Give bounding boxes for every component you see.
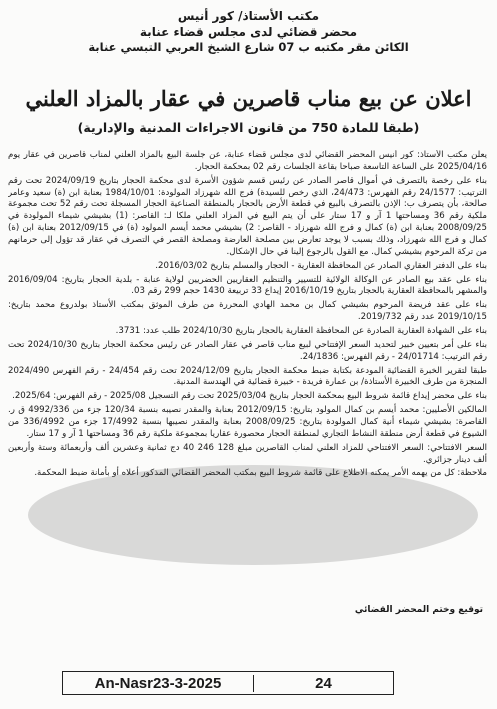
body-paragraph: بناء على رخصة بالتصرف في أموال قاصر الصادر عن رئيس قسم شؤون الأسرة لدى محكمة الحجار بتاريخ 2024/09/19 تحت رقم الترتيب: 24/1577 رقم الفهرس: 24/473، الذي رخص للسيدة) فرج الله شهرزاد المولودة: 1984/10/01 بعنابة ابن (ة) سعيد وعامر صالحة، بأن يتصرف ب: الإذن بالتصرف بالبيع في قطعة الأرض بالحجار بالمنطقة الصناعية الحجار المسجلة تحت رقم 52 تحت مجموعة ملكية رقم 36 ومساحتها 1 آر و 17 ستار على أن يتم البيع في المزاد العلني ملكا لـ: القاصر: (1) بشيشي شيماء المولودة في 2008/09/25 بعنابة ابن (ة) كمال و فرج الله شهرزاد - القاصر: 2) بشيشي محمد أيسم المولود (ة) في 2012/09/15 بعنابة ابن (ة) كمال و فرج الله شهرزاد، وذلك بسبب لا يوجد تعارض بين مصلحة العارضة ومصلحة القصر في التصرف في عقار قد تؤول إلى حرمانهم من تركة المرحوم بشيشي كمال. مع القول بالرجوع إلينا في حال الإشكال. (8, 175, 487, 257)
signature-line: توقيع وختم المحضر القضائي (354, 605, 483, 615)
bailiff-header (40, 8, 457, 56)
body-paragraph: السعر الافتتاحي: السعر الافتتاحي للمزاد العلني لمناب القاصرين مبلغ 128 246 40 دج ثمانية وعشرين ألف وأربعمائة وستة وأربعين ألف دينار جزائري. (8, 442, 487, 465)
notice-headline: اعلان عن بيع مناب قاصرين في عقار بالمزاد العلني (25, 86, 472, 111)
body-paragraph: بناء على أمر بتعيين خبير لتحديد السعر الإفتتاحي لبيع مناب قاصر في عقار الصادر عن رئيس محكمة الحجار بتاريخ 2024/10/30 تحت رقم الترتيب: 24/01714 - رقم الفهرس: 24/1836. (8, 339, 487, 362)
notice-body (8, 150, 487, 597)
body-paragraph: بناء على عقد بيع الصادر عن الوكالة الولائية للتسيير والتنظيم العقاريين الحضريين لولاية عنابة - بلدية الحجار بتاريخ: 2016/09/04 والمشهر بالمحافظة العقارية بالحجار بتاريخ 2016/10/19 إيداع 33 تربيعة 1430 حجم 299 رقم 03. (8, 274, 487, 297)
body-paragraph: بناء على الشهادة العقارية الصادرة عن المحافظة العقارية بالحجار بتاريخ 2024/10/30 طلب عدد: 3731. (115, 326, 487, 337)
publication-date: An-Nasr23-3-2025 (63, 675, 254, 692)
notice-subhead: (طبقا للمادة 750 من قانون الاجراءات المدنية والإدارية) (77, 120, 420, 135)
page-number: 24 (315, 674, 332, 692)
body-paragraph: بناء على عقد فريضة المرحوم بشيشي كمال بن محمد الهادي المحررة من طرف الموثق بمكتب الأستاذ بولدروع محمد بتاريخ: 2019/10/15 عدد رقم 2019/732. (8, 300, 487, 323)
office-address: الكائن مقر مكتبه ب 07 شارع الشيخ العربي التبسي عنابة (88, 40, 409, 55)
publication-footer (62, 671, 394, 695)
office-role: محضر قضائي لدى مجلس قضاء عنابة (139, 25, 358, 40)
body-paragraph: بناء على الدفتر العقاري الصادر عن المحافظة العقارية - الحجار والمسلم بتاريخ 2016/03/02. (155, 260, 487, 271)
office-name: مكتب الأستاذ/ كور أنيس (177, 9, 320, 23)
body-paragraph: بناء على محضر إيداع قائمة شروط البيع بمحكمة الحجار بتاريخ 2025/03/04 تحت رقم التسجيل 2025/08 - رقم الفهرس: 2025/64. (12, 391, 487, 402)
body-paragraph: المالكين الأصليين: محمد أيسم بن كمال المولود بتاريخ: 2012/09/15 بعنابة والمقدر نصيبه بنسبة 120/34 جزء من 4992/336 ق ر. القاصرة: بشيشي شيماء أنية كمال المولودة بتاريخ: 2008/09/25 بعنابة والمقدر نصيبها بنسبة 17/4992 جزء من 336/4992 من الشيوع في قطعة أرض منطقة النشاط التجاري لمنطقة الحجار محصورة عقاريا بمجموعة ملكية رقم 36 ومساحتها 1 آر و 17 ستار. (8, 405, 487, 439)
body-paragraph: يعلن مكتب الأستاذ: كور أنيس المحضر القضائي لدى مجلس قضاء عنابة، عن جلسة البيع بالمزاد العلني لمناب قاصرين في عقار يوم 2025/04/16 على الساعة التاسعة صباحا بقاعة الجلسات رقم 02 بمحكمة الحجار. (8, 150, 487, 172)
body-paragraph: ملاحظة: كل من يهمه الأمر يمكنه الاطلاع على قائمة شروط البيع بمكتب المحضر القضائي المذكور أعلاه أو بأمانة ضبط المحكمة. (34, 468, 487, 479)
body-paragraph: طبقا لتقرير الخبرة القضائية المودعة بكتابة ضبط محكمة الحجار بتاريخ 2024/12/09 تحت رقم 24/454 - رقم الفهرس 2024/490 المنجزة من طرف الخبيرة الأستاذة/ بن عمارة فريدة - خبيرة قضائية في الهندسة المدنية. (8, 365, 487, 388)
